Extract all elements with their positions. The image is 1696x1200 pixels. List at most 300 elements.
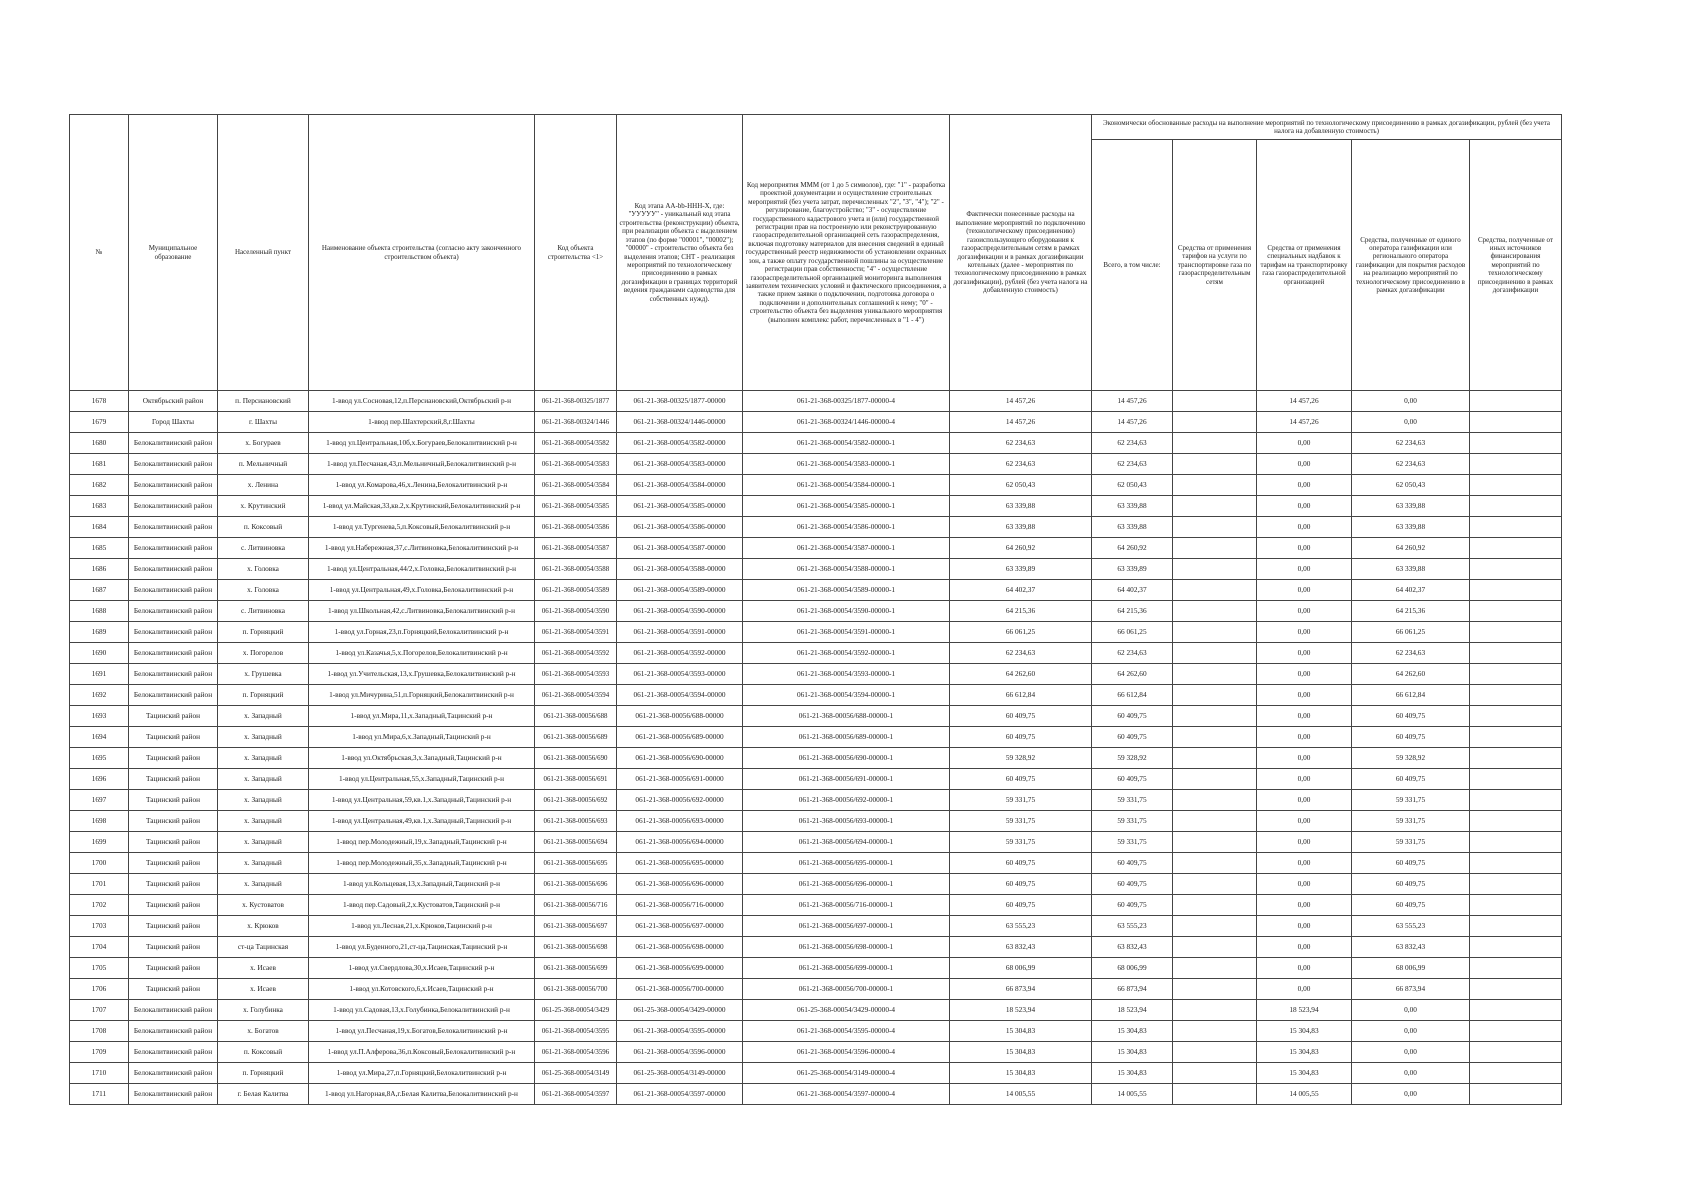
cell-object-name: 1-ввод пер.Молодежный,19,х.Западный,Тацинский р-н bbox=[309, 832, 535, 853]
table-row bbox=[70, 517, 1562, 538]
cell-number: 1700 bbox=[70, 853, 129, 874]
cell-locality: п. Горняцкий bbox=[218, 685, 309, 706]
cell-other-sources bbox=[1470, 895, 1562, 916]
cell-locality: х. Головка bbox=[218, 580, 309, 601]
cell-object-code: 061-21-368-00056/696 bbox=[535, 874, 617, 895]
cell-total: 60 409,75 bbox=[1092, 895, 1173, 916]
cell-municipality: Тацинский район bbox=[129, 874, 218, 895]
cell-number: 1694 bbox=[70, 727, 129, 748]
cell-special-markups: 14 457,26 bbox=[1257, 412, 1352, 433]
table-row bbox=[70, 685, 1562, 706]
cell-municipality: Белокалитвинский район bbox=[129, 685, 218, 706]
cell-locality: х. Западный bbox=[218, 769, 309, 790]
table-row bbox=[70, 538, 1562, 559]
col-header-other-sources: Средства, полученные от иных источников финансирования мероприятий по технологическому присоединению в рамках догазификации bbox=[1470, 140, 1562, 391]
table-row bbox=[70, 811, 1562, 832]
cell-municipality: Белокалитвинский район bbox=[129, 496, 218, 517]
cell-regional-operator: 62 050,43 bbox=[1352, 475, 1470, 496]
cell-tariff-transport bbox=[1173, 748, 1257, 769]
cell-regional-operator: 68 006,99 bbox=[1352, 958, 1470, 979]
cell-object-code: 061-21-368-00054/3583 bbox=[535, 454, 617, 475]
col-header-municipality: Муниципальное образование bbox=[129, 115, 218, 391]
cell-object-code: 061-21-368-00056/695 bbox=[535, 853, 617, 874]
cell-number: 1688 bbox=[70, 601, 129, 622]
cell-municipality: Белокалитвинский район bbox=[129, 643, 218, 664]
cell-stage-code: 061-21-368-00054/3587-00000 bbox=[617, 538, 743, 559]
table-row bbox=[70, 706, 1562, 727]
cell-stage-code: 061-21-368-00056/693-00000 bbox=[617, 811, 743, 832]
cell-locality: х. Богураев bbox=[218, 433, 309, 454]
cell-total: 15 304,83 bbox=[1092, 1042, 1173, 1063]
table-row bbox=[70, 916, 1562, 937]
cell-object-code: 061-21-368-00056/698 bbox=[535, 937, 617, 958]
table-row bbox=[70, 979, 1562, 1000]
cell-stage-code: 061-21-368-00054/3584-00000 bbox=[617, 475, 743, 496]
cell-special-markups: 0,00 bbox=[1257, 454, 1352, 475]
cell-number: 1684 bbox=[70, 517, 129, 538]
cell-tariff-transport bbox=[1173, 1021, 1257, 1042]
cell-number: 1710 bbox=[70, 1063, 129, 1084]
cell-number: 1686 bbox=[70, 559, 129, 580]
cell-object-code: 061-21-368-00056/700 bbox=[535, 979, 617, 1000]
table-row bbox=[70, 559, 1562, 580]
table-row bbox=[70, 433, 1562, 454]
cell-number: 1704 bbox=[70, 937, 129, 958]
cell-number: 1701 bbox=[70, 874, 129, 895]
cell-activity-code: 061-21-368-00054/3589-00000-1 bbox=[743, 580, 950, 601]
cell-object-name: 1-ввод ул.Казачья,5,х.Погорелов,Белокалитвинский р-н bbox=[309, 643, 535, 664]
cell-municipality: Белокалитвинский район bbox=[129, 1021, 218, 1042]
cell-other-sources bbox=[1470, 601, 1562, 622]
cell-special-markups: 0,00 bbox=[1257, 643, 1352, 664]
cell-object-name: 1-ввод ул.Горная,23,п.Горняцкий,Белокалитвинский р-н bbox=[309, 622, 535, 643]
cell-activity-code: 061-21-368-00056/699-00000-1 bbox=[743, 958, 950, 979]
cell-number: 1693 bbox=[70, 706, 129, 727]
cell-locality: х. Крюков bbox=[218, 916, 309, 937]
cell-special-markups: 15 304,83 bbox=[1257, 1021, 1352, 1042]
table-row bbox=[70, 853, 1562, 874]
cell-activity-code: 061-21-368-00056/690-00000-1 bbox=[743, 748, 950, 769]
cell-activity-code: 061-21-368-00054/3584-00000-1 bbox=[743, 475, 950, 496]
cell-number: 1685 bbox=[70, 538, 129, 559]
cell-activity-code: 061-25-368-00054/3429-00000-4 bbox=[743, 1000, 950, 1021]
cell-stage-code: 061-21-368-00056/688-00000 bbox=[617, 706, 743, 727]
cell-object-name: 1-ввод ул.Учительская,13,х.Грушевка,Белокалитвинский р-н bbox=[309, 664, 535, 685]
cell-activity-code: 061-25-368-00054/3149-00000-4 bbox=[743, 1063, 950, 1084]
cell-object-name: 1-ввод пер.Молодежный,35,х.Западный,Тацинский р-н bbox=[309, 853, 535, 874]
cell-activity-code: 061-21-368-00054/3582-00000-1 bbox=[743, 433, 950, 454]
cell-tariff-transport bbox=[1173, 664, 1257, 685]
cell-regional-operator: 62 234,63 bbox=[1352, 433, 1470, 454]
cell-other-sources bbox=[1470, 874, 1562, 895]
cell-activity-code: 061-21-368-00054/3596-00000-4 bbox=[743, 1042, 950, 1063]
cell-total: 63 555,23 bbox=[1092, 916, 1173, 937]
cell-object-code: 061-21-368-00054/3585 bbox=[535, 496, 617, 517]
table-row bbox=[70, 874, 1562, 895]
cell-stage-code: 061-21-368-00056/695-00000 bbox=[617, 853, 743, 874]
cell-special-markups: 15 304,83 bbox=[1257, 1063, 1352, 1084]
cell-object-name: 1-ввод ул.Котовского,6,х.Исаев,Тацинский р-н bbox=[309, 979, 535, 1000]
cell-total: 15 304,83 bbox=[1092, 1063, 1173, 1084]
table-row bbox=[70, 1084, 1562, 1105]
cell-locality: п. Горняцкий bbox=[218, 622, 309, 643]
cell-number: 1696 bbox=[70, 769, 129, 790]
cell-other-sources bbox=[1470, 685, 1562, 706]
cell-object-code: 061-21-368-00054/3594 bbox=[535, 685, 617, 706]
cell-actual-costs: 60 409,75 bbox=[950, 895, 1092, 916]
cell-activity-code: 061-21-368-00054/3592-00000-1 bbox=[743, 643, 950, 664]
cell-tariff-transport bbox=[1173, 622, 1257, 643]
cell-locality: х. Грушевка bbox=[218, 664, 309, 685]
cell-tariff-transport bbox=[1173, 517, 1257, 538]
cell-total: 60 409,75 bbox=[1092, 874, 1173, 895]
cell-locality: х. Головка bbox=[218, 559, 309, 580]
cell-tariff-transport bbox=[1173, 643, 1257, 664]
table-row bbox=[70, 475, 1562, 496]
cell-number: 1709 bbox=[70, 1042, 129, 1063]
col-header-activity-code: Код мероприятия ММM (от 1 до 5 символов), где: "1" - разработка проектной документации и осуществление строительных мероприятий (без учета затрат, перечисленных "2", "3", "4"); "2" - регулирование, благоустройство; "3" - осуществление государственного кадастрового учета и (или) государственной регистрации прав на построенную или реконструированную газораспределительной организацией сеть газораспределения, включая подготовку материалов для внесения сведений в единый государственный реестр недвижимости об установлении охранных зон, а также оплату государственной пошлины за осуществление регистрации прав собственности; "4" - осуществление газораспределительной организацией мониторинга выполнения заявителем технических условий и фактического присоединения, а также прием заявки о подключении, подготовка договора о подключении и дополнительных соглашений к нему; "0" - строительство объекта без выделения уникального мероприятия (выполнен комплекс работ, перечисленных в "1 - 4") bbox=[743, 115, 950, 391]
cell-special-markups: 0,00 bbox=[1257, 622, 1352, 643]
cell-municipality: Белокалитвинский район bbox=[129, 538, 218, 559]
cell-regional-operator: 0,00 bbox=[1352, 412, 1470, 433]
cell-object-code: 061-21-368-00056/716 bbox=[535, 895, 617, 916]
cell-special-markups: 0,00 bbox=[1257, 937, 1352, 958]
cell-locality: х. Западный bbox=[218, 853, 309, 874]
cell-object-code: 061-25-368-00054/3429 bbox=[535, 1000, 617, 1021]
cell-activity-code: 061-21-368-00054/3591-00000-1 bbox=[743, 622, 950, 643]
cell-stage-code: 061-21-368-00054/3593-00000 bbox=[617, 664, 743, 685]
cell-actual-costs: 60 409,75 bbox=[950, 853, 1092, 874]
cell-object-code: 061-21-368-00054/3593 bbox=[535, 664, 617, 685]
cell-municipality: Город Шахты bbox=[129, 412, 218, 433]
col-header-no: № bbox=[70, 115, 129, 391]
cell-regional-operator: 64 260,92 bbox=[1352, 538, 1470, 559]
cell-locality: х. Западный bbox=[218, 811, 309, 832]
cell-object-code: 061-21-368-00324/1446 bbox=[535, 412, 617, 433]
cell-locality: с. Литвиновка bbox=[218, 538, 309, 559]
cell-total: 14 457,26 bbox=[1092, 412, 1173, 433]
cell-object-code: 061-21-368-00054/3588 bbox=[535, 559, 617, 580]
cell-regional-operator: 64 215,36 bbox=[1352, 601, 1470, 622]
table-row bbox=[70, 391, 1562, 412]
cell-locality: х. Кустоватов bbox=[218, 895, 309, 916]
cell-actual-costs: 62 234,63 bbox=[950, 643, 1092, 664]
cell-municipality: Тацинский район bbox=[129, 853, 218, 874]
cell-stage-code: 061-21-368-00056/698-00000 bbox=[617, 937, 743, 958]
cell-municipality: Тацинский район bbox=[129, 916, 218, 937]
cell-locality: п. Мельничный bbox=[218, 454, 309, 475]
cell-object-name: 1-ввод ул.Садовая,13,х.Голубинка,Белокалитвинский р-н bbox=[309, 1000, 535, 1021]
cell-locality: п. Горняцкий bbox=[218, 1063, 309, 1084]
cell-tariff-transport bbox=[1173, 601, 1257, 622]
table-row bbox=[70, 1042, 1562, 1063]
cell-number: 1691 bbox=[70, 664, 129, 685]
cell-actual-costs: 62 050,43 bbox=[950, 475, 1092, 496]
table-row bbox=[70, 832, 1562, 853]
cell-tariff-transport bbox=[1173, 874, 1257, 895]
cell-tariff-transport bbox=[1173, 496, 1257, 517]
cell-object-code: 061-21-368-00054/3591 bbox=[535, 622, 617, 643]
cell-actual-costs: 66 873,94 bbox=[950, 979, 1092, 1000]
cell-total: 60 409,75 bbox=[1092, 727, 1173, 748]
table-row bbox=[70, 580, 1562, 601]
col-header-tariff-transport: Средства от применения тарифов на услуги по транспортировке газа по газораспределительным сетям bbox=[1173, 140, 1257, 391]
cell-other-sources bbox=[1470, 580, 1562, 601]
cell-total: 60 409,75 bbox=[1092, 769, 1173, 790]
cell-locality: х. Исаев bbox=[218, 979, 309, 1000]
col-header-object-name: Наименование объекта строительства (согласно акту законченного строительством объекта) bbox=[309, 115, 535, 391]
cell-number: 1703 bbox=[70, 916, 129, 937]
cell-special-markups: 0,00 bbox=[1257, 916, 1352, 937]
cell-locality: х. Западный bbox=[218, 706, 309, 727]
cell-locality: ст-ца Тацинская bbox=[218, 937, 309, 958]
cell-other-sources bbox=[1470, 538, 1562, 559]
table-row bbox=[70, 937, 1562, 958]
cell-object-name: 1-ввод ул.Центральная,55,х.Западный,Тацинский р-н bbox=[309, 769, 535, 790]
cell-stage-code: 061-21-368-00054/3586-00000 bbox=[617, 517, 743, 538]
cell-stage-code: 061-21-368-00054/3594-00000 bbox=[617, 685, 743, 706]
cell-object-name: 1-ввод ул.Песчаная,19,х.Богатов,Белокалитвинский р-н bbox=[309, 1021, 535, 1042]
cell-activity-code: 061-21-368-00056/695-00000-1 bbox=[743, 853, 950, 874]
cell-locality: х. Богатов bbox=[218, 1021, 309, 1042]
cell-number: 1678 bbox=[70, 391, 129, 412]
cell-regional-operator: 0,00 bbox=[1352, 1084, 1470, 1105]
cell-other-sources bbox=[1470, 391, 1562, 412]
cell-object-name: 1-ввод ул.Октябрьская,3,х.Западный,Тацинский р-н bbox=[309, 748, 535, 769]
cell-object-name: 1-ввод ул.Центральная,49,х.Головка,Белокалитвинский р-н bbox=[309, 580, 535, 601]
cell-stage-code: 061-21-368-00054/3582-00000 bbox=[617, 433, 743, 454]
cell-other-sources bbox=[1470, 1021, 1562, 1042]
cell-actual-costs: 64 215,36 bbox=[950, 601, 1092, 622]
cell-number: 1707 bbox=[70, 1000, 129, 1021]
cell-locality: г. Белая Калитва bbox=[218, 1084, 309, 1105]
cell-regional-operator: 60 409,75 bbox=[1352, 706, 1470, 727]
cell-total: 64 402,37 bbox=[1092, 580, 1173, 601]
cell-number: 1711 bbox=[70, 1084, 129, 1105]
cell-activity-code: 061-21-368-00054/3593-00000-1 bbox=[743, 664, 950, 685]
cell-tariff-transport bbox=[1173, 559, 1257, 580]
cell-stage-code: 061-21-368-00056/697-00000 bbox=[617, 916, 743, 937]
cell-municipality: Белокалитвинский район bbox=[129, 475, 218, 496]
cell-activity-code: 061-21-368-00056/694-00000-1 bbox=[743, 832, 950, 853]
cell-regional-operator: 59 331,75 bbox=[1352, 811, 1470, 832]
cell-tariff-transport bbox=[1173, 580, 1257, 601]
cell-tariff-transport bbox=[1173, 1063, 1257, 1084]
cell-regional-operator: 0,00 bbox=[1352, 391, 1470, 412]
cell-activity-code: 061-21-368-00054/3594-00000-1 bbox=[743, 685, 950, 706]
cell-stage-code: 061-21-368-00056/699-00000 bbox=[617, 958, 743, 979]
cell-stage-code: 061-21-368-00056/700-00000 bbox=[617, 979, 743, 1000]
cell-object-name: 1-ввод ул.Центральная,59,кв.1,х.Западный,Тацинский р-н bbox=[309, 790, 535, 811]
cell-stage-code: 061-25-368-00054/3149-00000 bbox=[617, 1063, 743, 1084]
cell-actual-costs: 62 234,63 bbox=[950, 454, 1092, 475]
cell-stage-code: 061-21-368-00324/1446-00000 bbox=[617, 412, 743, 433]
cell-tariff-transport bbox=[1173, 538, 1257, 559]
cell-other-sources bbox=[1470, 433, 1562, 454]
cell-special-markups: 0,00 bbox=[1257, 580, 1352, 601]
cell-actual-costs: 66 061,25 bbox=[950, 622, 1092, 643]
table-row bbox=[70, 790, 1562, 811]
cell-tariff-transport bbox=[1173, 412, 1257, 433]
cell-other-sources bbox=[1470, 853, 1562, 874]
cell-total: 62 234,63 bbox=[1092, 454, 1173, 475]
cell-object-code: 061-21-368-00056/689 bbox=[535, 727, 617, 748]
cell-other-sources bbox=[1470, 937, 1562, 958]
cell-regional-operator: 0,00 bbox=[1352, 1021, 1470, 1042]
cell-regional-operator: 60 409,75 bbox=[1352, 853, 1470, 874]
cell-total: 15 304,83 bbox=[1092, 1021, 1173, 1042]
cell-special-markups: 0,00 bbox=[1257, 769, 1352, 790]
cell-tariff-transport bbox=[1173, 454, 1257, 475]
cell-number: 1702 bbox=[70, 895, 129, 916]
cell-object-name: 1-ввод ул.Свердлова,30,х.Исаев,Тацинский р-н bbox=[309, 958, 535, 979]
cell-other-sources bbox=[1470, 643, 1562, 664]
cell-other-sources bbox=[1470, 1063, 1562, 1084]
cell-number: 1692 bbox=[70, 685, 129, 706]
col-header-locality: Населенный пункт bbox=[218, 115, 309, 391]
cell-activity-code: 061-21-368-00054/3587-00000-1 bbox=[743, 538, 950, 559]
cell-special-markups: 18 523,94 bbox=[1257, 1000, 1352, 1021]
cell-total: 64 262,60 bbox=[1092, 664, 1173, 685]
cell-municipality: Тацинский район bbox=[129, 727, 218, 748]
cell-actual-costs: 63 339,89 bbox=[950, 559, 1092, 580]
cell-activity-code: 061-21-368-00054/3588-00000-1 bbox=[743, 559, 950, 580]
cell-regional-operator: 60 409,75 bbox=[1352, 874, 1470, 895]
cell-regional-operator: 60 409,75 bbox=[1352, 895, 1470, 916]
table-row bbox=[70, 496, 1562, 517]
cell-municipality: Тацинский район bbox=[129, 958, 218, 979]
cell-special-markups: 15 304,83 bbox=[1257, 1042, 1352, 1063]
cell-stage-code: 061-21-368-00056/691-00000 bbox=[617, 769, 743, 790]
cell-other-sources bbox=[1470, 832, 1562, 853]
cell-stage-code: 061-21-368-00056/694-00000 bbox=[617, 832, 743, 853]
cell-object-name: 1-ввод ул.Мичурина,51,п.Горняцкий,Белокалитвинский р-н bbox=[309, 685, 535, 706]
cell-object-code: 061-21-368-00054/3590 bbox=[535, 601, 617, 622]
cell-regional-operator: 63 339,88 bbox=[1352, 559, 1470, 580]
cell-municipality: Октябрьский район bbox=[129, 391, 218, 412]
cell-municipality: Тацинский район bbox=[129, 769, 218, 790]
cell-tariff-transport bbox=[1173, 391, 1257, 412]
cell-object-name: 1-ввод ул.П.Алферова,36,п.Коксовый,Белокалитвинский р-н bbox=[309, 1042, 535, 1063]
cell-total: 59 331,75 bbox=[1092, 790, 1173, 811]
cell-object-name: 1-ввод ул.Центральная,10б,х.Богураев,Белокалитвинский р-н bbox=[309, 433, 535, 454]
cell-locality: х. Западный bbox=[218, 790, 309, 811]
cell-tariff-transport bbox=[1173, 895, 1257, 916]
cell-activity-code: 061-21-368-00054/3583-00000-1 bbox=[743, 454, 950, 475]
cell-stage-code: 061-21-368-00054/3596-00000 bbox=[617, 1042, 743, 1063]
cell-actual-costs: 15 304,83 bbox=[950, 1063, 1092, 1084]
cell-special-markups: 0,00 bbox=[1257, 601, 1352, 622]
cell-locality: п. Коксовый bbox=[218, 517, 309, 538]
cell-municipality: Тацинский район bbox=[129, 748, 218, 769]
cell-regional-operator: 60 409,75 bbox=[1352, 727, 1470, 748]
cell-total: 14 005,55 bbox=[1092, 1084, 1173, 1105]
cell-activity-code: 061-21-368-00056/693-00000-1 bbox=[743, 811, 950, 832]
cell-other-sources bbox=[1470, 790, 1562, 811]
cell-actual-costs: 63 555,23 bbox=[950, 916, 1092, 937]
cell-municipality: Тацинский район bbox=[129, 811, 218, 832]
cell-stage-code: 061-25-368-00054/3429-00000 bbox=[617, 1000, 743, 1021]
cell-regional-operator: 66 873,94 bbox=[1352, 979, 1470, 1000]
cell-actual-costs: 62 234,63 bbox=[950, 433, 1092, 454]
col-header-special-markups: Средства от применения специальных надбавок к тарифам на транспортировку газа газораспределительной организацией bbox=[1257, 140, 1352, 391]
cell-actual-costs: 59 331,75 bbox=[950, 790, 1092, 811]
table-row bbox=[70, 454, 1562, 475]
cell-object-code: 061-21-368-00054/3595 bbox=[535, 1021, 617, 1042]
cell-total: 64 260,92 bbox=[1092, 538, 1173, 559]
cell-number: 1690 bbox=[70, 643, 129, 664]
col-header-object-code: Код объекта строительства <1> bbox=[535, 115, 617, 391]
cell-other-sources bbox=[1470, 664, 1562, 685]
cell-actual-costs: 60 409,75 bbox=[950, 706, 1092, 727]
cell-stage-code: 061-21-368-00325/1877-00000 bbox=[617, 391, 743, 412]
cell-stage-code: 061-21-368-00056/696-00000 bbox=[617, 874, 743, 895]
cell-object-name: 1-ввод ул.Тургенева,5,п.Коксовый,Белокалитвинский р-н bbox=[309, 517, 535, 538]
cell-municipality: Белокалитвинский район bbox=[129, 433, 218, 454]
cell-total: 62 234,63 bbox=[1092, 643, 1173, 664]
cell-regional-operator: 63 832,43 bbox=[1352, 937, 1470, 958]
cell-actual-costs: 64 402,37 bbox=[950, 580, 1092, 601]
cell-special-markups: 0,00 bbox=[1257, 895, 1352, 916]
cell-number: 1695 bbox=[70, 748, 129, 769]
cell-actual-costs: 15 304,83 bbox=[950, 1042, 1092, 1063]
cell-tariff-transport bbox=[1173, 706, 1257, 727]
cell-activity-code: 061-21-368-00056/700-00000-1 bbox=[743, 979, 950, 1000]
cell-object-name: 1-ввод ул.Буденного,21,ст-ца,Тацинская,Тацинский р-н bbox=[309, 937, 535, 958]
table-row bbox=[70, 748, 1562, 769]
cell-other-sources bbox=[1470, 496, 1562, 517]
cell-total: 63 339,88 bbox=[1092, 517, 1173, 538]
cell-municipality: Тацинский район bbox=[129, 937, 218, 958]
cell-other-sources bbox=[1470, 454, 1562, 475]
cell-number: 1681 bbox=[70, 454, 129, 475]
cell-stage-code: 061-21-368-00056/716-00000 bbox=[617, 895, 743, 916]
cell-tariff-transport bbox=[1173, 1042, 1257, 1063]
cell-activity-code: 061-21-368-00056/696-00000-1 bbox=[743, 874, 950, 895]
table-body bbox=[70, 391, 1562, 1105]
cell-other-sources bbox=[1470, 958, 1562, 979]
cell-other-sources bbox=[1470, 1084, 1562, 1105]
cell-object-code: 061-21-368-00056/693 bbox=[535, 811, 617, 832]
cell-actual-costs: 60 409,75 bbox=[950, 727, 1092, 748]
cell-object-code: 061-21-368-00054/3582 bbox=[535, 433, 617, 454]
table-row bbox=[70, 664, 1562, 685]
cell-other-sources bbox=[1470, 622, 1562, 643]
cell-total: 63 339,89 bbox=[1092, 559, 1173, 580]
table-row bbox=[70, 727, 1562, 748]
cell-object-code: 061-21-368-00056/691 bbox=[535, 769, 617, 790]
cell-municipality: Белокалитвинский район bbox=[129, 454, 218, 475]
cell-municipality: Белокалитвинский район bbox=[129, 517, 218, 538]
cell-activity-code: 061-21-368-00056/688-00000-1 bbox=[743, 706, 950, 727]
cell-object-code: 061-21-368-00325/1877 bbox=[535, 391, 617, 412]
cell-object-code: 061-21-368-00054/3596 bbox=[535, 1042, 617, 1063]
cell-special-markups: 0,00 bbox=[1257, 853, 1352, 874]
cell-actual-costs: 66 612,84 bbox=[950, 685, 1092, 706]
cell-object-name: 1-ввод пер.Шахтерский,8,г.Шахты bbox=[309, 412, 535, 433]
cell-other-sources bbox=[1470, 727, 1562, 748]
cell-object-name: 1-ввод ул.Нагорная,8А,г.Белая Калитва,Белокалитвинский р-н bbox=[309, 1084, 535, 1105]
cell-number: 1697 bbox=[70, 790, 129, 811]
cell-actual-costs: 63 832,43 bbox=[950, 937, 1092, 958]
cell-number: 1689 bbox=[70, 622, 129, 643]
cell-tariff-transport bbox=[1173, 811, 1257, 832]
cell-regional-operator: 66 612,84 bbox=[1352, 685, 1470, 706]
cell-regional-operator: 63 339,88 bbox=[1352, 517, 1470, 538]
cell-object-name: 1-ввод ул.Набережная,37,с.Литвиновка,Белокалитвинский р-н bbox=[309, 538, 535, 559]
data-table bbox=[69, 114, 1562, 1105]
cell-special-markups: 0,00 bbox=[1257, 496, 1352, 517]
